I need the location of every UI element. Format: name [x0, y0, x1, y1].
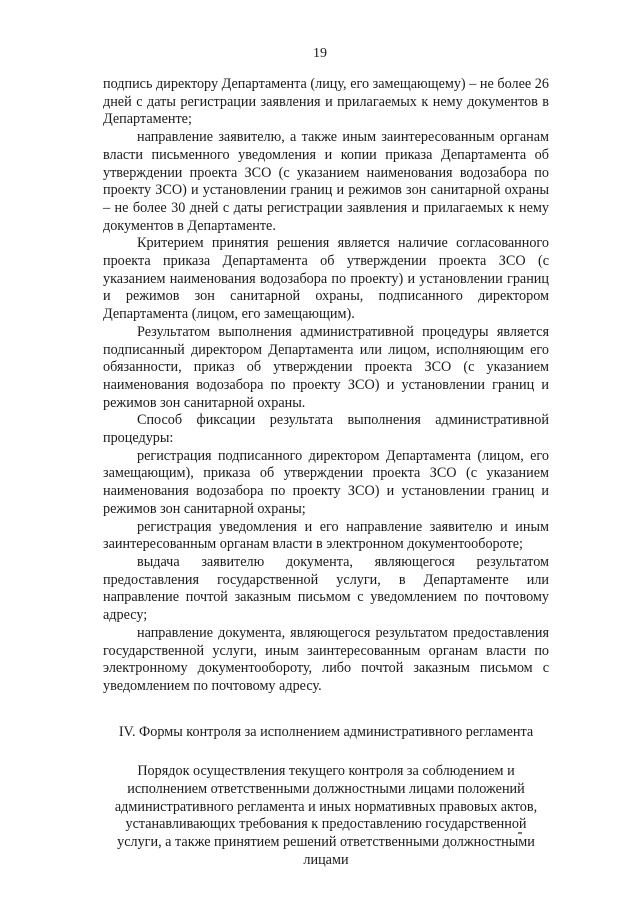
scan-mark — [518, 832, 522, 834]
paragraph-9: направление документа, являющегося результатом предоставления государственной услуги, иным заинтересованным органам власти по электронному документообороту, либо почтой заказным письмом с уведомлением по почтовому адресу. — [103, 624, 549, 694]
subsection-heading: Порядок осуществления текущего контроля за соблюдением и исполнением ответственными должностными лицами положений административного регламента и иных нормативных правовых актов, устанавливающих требования к предоставлению государственной услуги, а также принятием решений ответственными должностными лицами — [114, 763, 538, 868]
page-number: 19 — [313, 46, 327, 61]
paragraph-7: регистрация уведомления и его направление заявителю и иным заинтересованным органам власти в электронном документообороте; — [103, 518, 549, 553]
paragraph-4: Результатом выполнения административной процедуры является подписанный директором Департамента или лицом, исполняющим его обязанности, приказ об утверждении проекта ЗСО (с указанием наименования водозабора по проекту ЗСО) и установлении границ и режимов зон санитарной охраны. — [103, 323, 549, 411]
section-heading: IV. Формы контроля за исполнением административного регламента — [118, 723, 534, 740]
paragraph-8: выдача заявителю документа, являющегося результатом предоставления государственной услуги, в Департаменте или направление почтой заказным письмом с уведомлением по почтовому адресу; — [103, 553, 549, 624]
paragraph-6: регистрация подписанного директором Департамента (лицом, его замещающим), приказа об утверждении проекта ЗСО (с указанием наименования водозабора по проекту ЗСО) и установлении границ и режимов зон санитарной охраны; — [103, 447, 549, 517]
paragraph-5: Способ фиксации результата выполнения административной процедуры: — [103, 412, 549, 447]
paragraph-2: направление заявителю, а также иным заинтересованным органам власти письменного уведомления и копии приказа Департамента об утверждении проекта ЗСО (с указанием наименования водозабора по проекту ЗСО) и установлении границ и режимов зон санитарной охраны – не более 30 дней с даты регистрации заявления и прилагаемых к нему документов в Департаменте. — [103, 129, 549, 234]
paragraph-3: Критерием принятия решения является наличие согласованного проекта приказа Департамента об утверждении проекта ЗСО (с указанием наименования водозабора по проекту) и установлении границ и режимов зон санитарной охраны, подписанного директором Департамента (лицом, его замещающим). — [103, 235, 549, 323]
document-body — [103, 76, 549, 870]
paragraph-1: подпись директору Департамента (лицу, его замещающему) – не более 26 дней с даты регистрации заявления и прилагаемых к нему документов в Департаменте; — [103, 76, 549, 128]
